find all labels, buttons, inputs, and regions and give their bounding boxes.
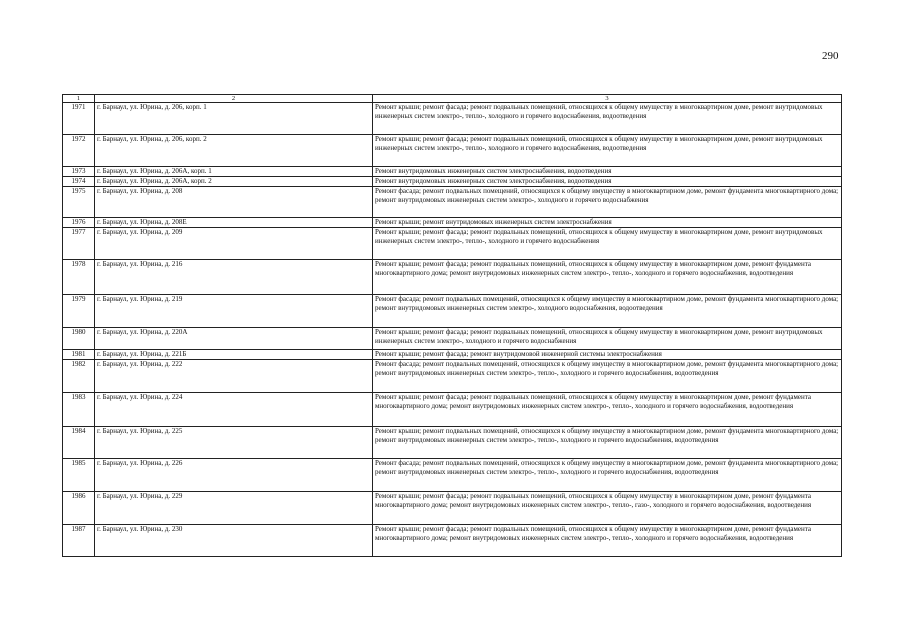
row-address: г. Барнаул, ул. Юрина, д. 229 [95, 492, 373, 525]
row-number: 1985 [63, 459, 95, 492]
row-number: 1977 [63, 228, 95, 260]
row-works: Ремонт крыши; ремонт подвальных помещений, относящихся к общему имуществу в многоквартирном доме, ремонт фундамента многоквартирного дома; ремонт внутридомовых инженерных систем электро-, тепло-, холодного и горячего водоснабжения, водоотведения [373, 427, 842, 459]
table-row [63, 427, 842, 459]
row-works: Ремонт фасада; ремонт подвальных помещений, относящихся к общему имуществу в многоквартирном доме, ремонт фундамента многоквартирного дома; ремонт внутридомовых инженерных систем электро-, тепло-, холодного и горячего водоснабжения, водоотведения [373, 459, 842, 492]
table-row [63, 350, 842, 360]
row-address: г. Барнаул, ул. Юрина, д. 206А, корп. 1 [95, 167, 373, 177]
row-number: 1986 [63, 492, 95, 525]
table-row [63, 260, 842, 295]
row-number: 1976 [63, 218, 95, 228]
row-number: 1987 [63, 525, 95, 557]
row-number: 1982 [63, 360, 95, 393]
table-row [63, 228, 842, 260]
row-number: 1978 [63, 260, 95, 295]
row-works: Ремонт крыши; ремонт фасада; ремонт подвальных помещений, относящихся к общему имуществу в многоквартирном доме, ремонт фундамента многоквартирного дома; ремонт внутридомовых инженерных систем электро-, тепло-, газо-, холодного и горячего водоснабжения, водоотведения [373, 492, 842, 525]
row-address: г. Барнаул, ул. Юрина, д. 221Б [95, 350, 373, 360]
row-works: Ремонт фасада; ремонт подвальных помещений, относящихся к общему имуществу в многоквартирном доме, ремонт фундамента многоквартирного дома; ремонт внутридомовых инженерных систем электро-, холодного и горячего водоснабжения [373, 187, 842, 218]
row-works: Ремонт крыши; ремонт фасада; ремонт подвальных помещений, относящихся к общему имуществу в многоквартирном доме, ремонт внутридомовых инженерных систем электро-, тепло-, холодного и горячего водоснабжения [373, 228, 842, 260]
row-number: 1973 [63, 167, 95, 177]
table-row [63, 393, 842, 427]
table-row [63, 167, 842, 177]
row-address: г. Барнаул, ул. Юрина, д. 222 [95, 360, 373, 393]
table-row [63, 103, 842, 135]
row-works: Ремонт крыши; ремонт внутридомовых инженерных систем электроснабжения [373, 218, 842, 228]
table-row [63, 328, 842, 350]
row-address: г. Барнаул, ул. Юрина, д. 224 [95, 393, 373, 427]
row-number: 1983 [63, 393, 95, 427]
table-row [63, 360, 842, 393]
row-address: г. Барнаул, ул. Юрина, д. 216 [95, 260, 373, 295]
row-works: Ремонт крыши; ремонт фасада; ремонт подвальных помещений, относящихся к общему имуществу в многоквартирном доме, ремонт внутридомовых инженерных систем электро-, тепло-, холодного и горячего водоснабжения, водоотведения [373, 103, 842, 135]
table-row [63, 135, 842, 167]
row-number: 1979 [63, 295, 95, 328]
row-number: 1975 [63, 187, 95, 218]
row-address: г. Барнаул, ул. Юрина, д. 206А, корп. 2 [95, 177, 373, 187]
table-row [63, 295, 842, 328]
table-row [63, 177, 842, 187]
registry-table [62, 94, 842, 557]
table-row [63, 218, 842, 228]
row-address: г. Барнаул, ул. Юрина, д. 208 [95, 187, 373, 218]
row-address: г. Барнаул, ул. Юрина, д. 219 [95, 295, 373, 328]
table-row [63, 525, 842, 557]
column-header: 1 [63, 95, 95, 103]
row-works: Ремонт крыши; ремонт фасада; ремонт подвальных помещений, относящихся к общему имуществу в многоквартирном доме, ремонт фундамента многоквартирного дома; ремонт внутридомовых инженерных систем электро-, тепло-, холодного и горячего водоснабжения, водоотведения [373, 260, 842, 295]
row-address: г. Барнаул, ул. Юрина, д. 226 [95, 459, 373, 492]
row-works: Ремонт крыши; ремонт фасада; ремонт подвальных помещений, относящихся к общему имуществу в многоквартирном доме, ремонт внутридомовых инженерных систем электро-, холодного и горячего водоснабжения [373, 328, 842, 350]
row-works: Ремонт фасада; ремонт подвальных помещений, относящихся к общему имуществу в многоквартирном доме, ремонт фундамента многоквартирного дома; ремонт внутридомовых инженерных систем электро-, холодного водоснабжения, водоотведения [373, 295, 842, 328]
page-number: 290 [822, 50, 839, 62]
table-row [63, 459, 842, 492]
row-address: г. Барнаул, ул. Юрина, д. 225 [95, 427, 373, 459]
row-address: г. Барнаул, ул. Юрина, д. 220А [95, 328, 373, 350]
row-number: 1980 [63, 328, 95, 350]
row-address: г. Барнаул, ул. Юрина, д. 206, корп. 1 [95, 103, 373, 135]
row-works: Ремонт внутридомовых инженерных систем электроснабжения, водоотведения [373, 167, 842, 177]
table-row [63, 492, 842, 525]
row-address: г. Барнаул, ул. Юрина, д. 209 [95, 228, 373, 260]
column-header: 2 [95, 95, 373, 103]
column-header: 3 [373, 95, 842, 103]
table-row [63, 187, 842, 218]
row-number: 1981 [63, 350, 95, 360]
row-address: г. Барнаул, ул. Юрина, д. 206, корп. 2 [95, 135, 373, 167]
row-works: Ремонт внутридомовых инженерных систем электроснабжения, водоотведения [373, 177, 842, 187]
row-works: Ремонт крыши; ремонт фасада; ремонт подвальных помещений, относящихся к общему имуществу в многоквартирном доме, ремонт внутридомовых инженерных систем электро-, тепло-, холодного и горячего водоснабжения, водоотведения [373, 135, 842, 167]
row-number: 1974 [63, 177, 95, 187]
row-number: 1972 [63, 135, 95, 167]
row-address: г. Барнаул, ул. Юрина, д. 208Е [95, 218, 373, 228]
row-address: г. Барнаул, ул. Юрина, д. 230 [95, 525, 373, 557]
row-number: 1984 [63, 427, 95, 459]
table-header-row [63, 95, 842, 103]
row-works: Ремонт фасада; ремонт подвальных помещений, относящихся к общему имуществу в многоквартирном доме, ремонт фундамента многоквартирного дома; ремонт внутридомовых инженерных систем электро-, тепло-, холодного и горячего водоснабжения, водоотведения [373, 360, 842, 393]
row-works: Ремонт крыши; ремонт фасада; ремонт внутридомовой инженерной системы электроснабжения [373, 350, 842, 360]
row-works: Ремонт крыши; ремонт фасада; ремонт подвальных помещений, относящихся к общему имуществу в многоквартирном доме, ремонт фундамента многоквартирного дома; ремонт внутридомовых инженерных систем электро-, тепло-, холодного и горячего водоснабжения, водоотведения [373, 525, 842, 557]
row-works: Ремонт крыши; ремонт фасада; ремонт подвальных помещений, относящихся к общему имуществу в многоквартирном доме, ремонт фундамента многоквартирного дома; ремонт внутридомовых инженерных систем электро-, тепло-, холодного и горячего водоснабжения, водоотведения [373, 393, 842, 427]
row-number: 1971 [63, 103, 95, 135]
